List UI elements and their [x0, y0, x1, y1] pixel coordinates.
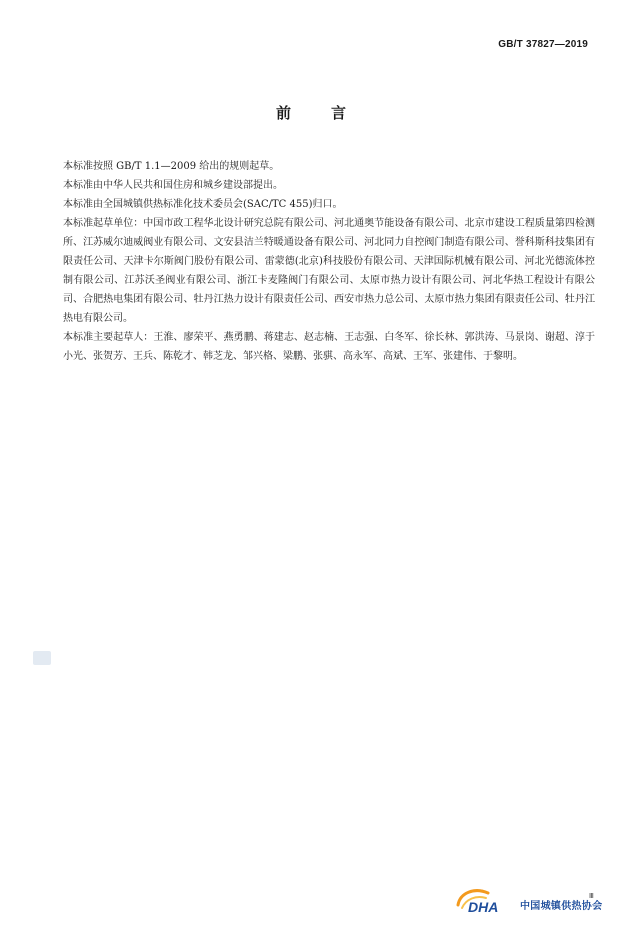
paragraph-drafters: 本标准主要起草人：王淮、廖荣平、燕勇鹏、蒋建志、赵志楠、王志强、白冬军、徐长林、郭洪涛、马景岗、谢超、淳于小光、张贺芳、王兵、陈乾才、韩芝龙、邹兴格、梁鹏、张骐、高永军、高斌、王军、张建伟、于黎明。 — [63, 332, 595, 362]
standard-code: GB/T 37827—2019 — [498, 39, 588, 50]
paragraph-drafting-rules: 本标准按照 GB/T 1.1—2009 给出的规则起草。 — [63, 161, 280, 172]
paragraph-committee: 本标准由全国城镇供热标准化技术委员会(SAC/TC 455)归口。 — [63, 199, 343, 210]
page-title: 前言 — [275, 104, 386, 122]
page-number: Ⅲ — [589, 892, 594, 900]
logo-letters: DHA — [468, 899, 499, 915]
paragraph-drafting-units: 本标准起草单位：中国市政工程华北设计研究总院有限公司、河北通奥节能设备有限公司、北京市建设工程质量第四检测所、江苏威尔迪威阀业有限公司、文安县洁兰特暖通设备有限公司、河北同力自控阀门制造有限公司、誉科斯科技集团有限责任公司、天津卡尔斯阀门股份有限公司、雷蒙德(北京)科技股份有限公司、天津国际机械有限公司、河北光德流体控制有限公司、江苏沃圣阀业有限公司、浙江卡麦隆阀门有限公司、太原市热力设计有限公司、河北华热工程设计有限公司、合肥热电集团有限公司、牡丹江热力设计有限责任公司、西安市热力总公司、太原市热力集团有限责任公司、牡丹江热电有限公司。 — [63, 218, 595, 324]
foreword-body — [63, 157, 595, 366]
paragraph-proposer: 本标准由中华人民共和国住房和城乡建设部提出。 — [63, 180, 283, 191]
org-name: 中国城镇供热协会 — [520, 901, 603, 912]
watermark-stamp — [33, 651, 51, 665]
